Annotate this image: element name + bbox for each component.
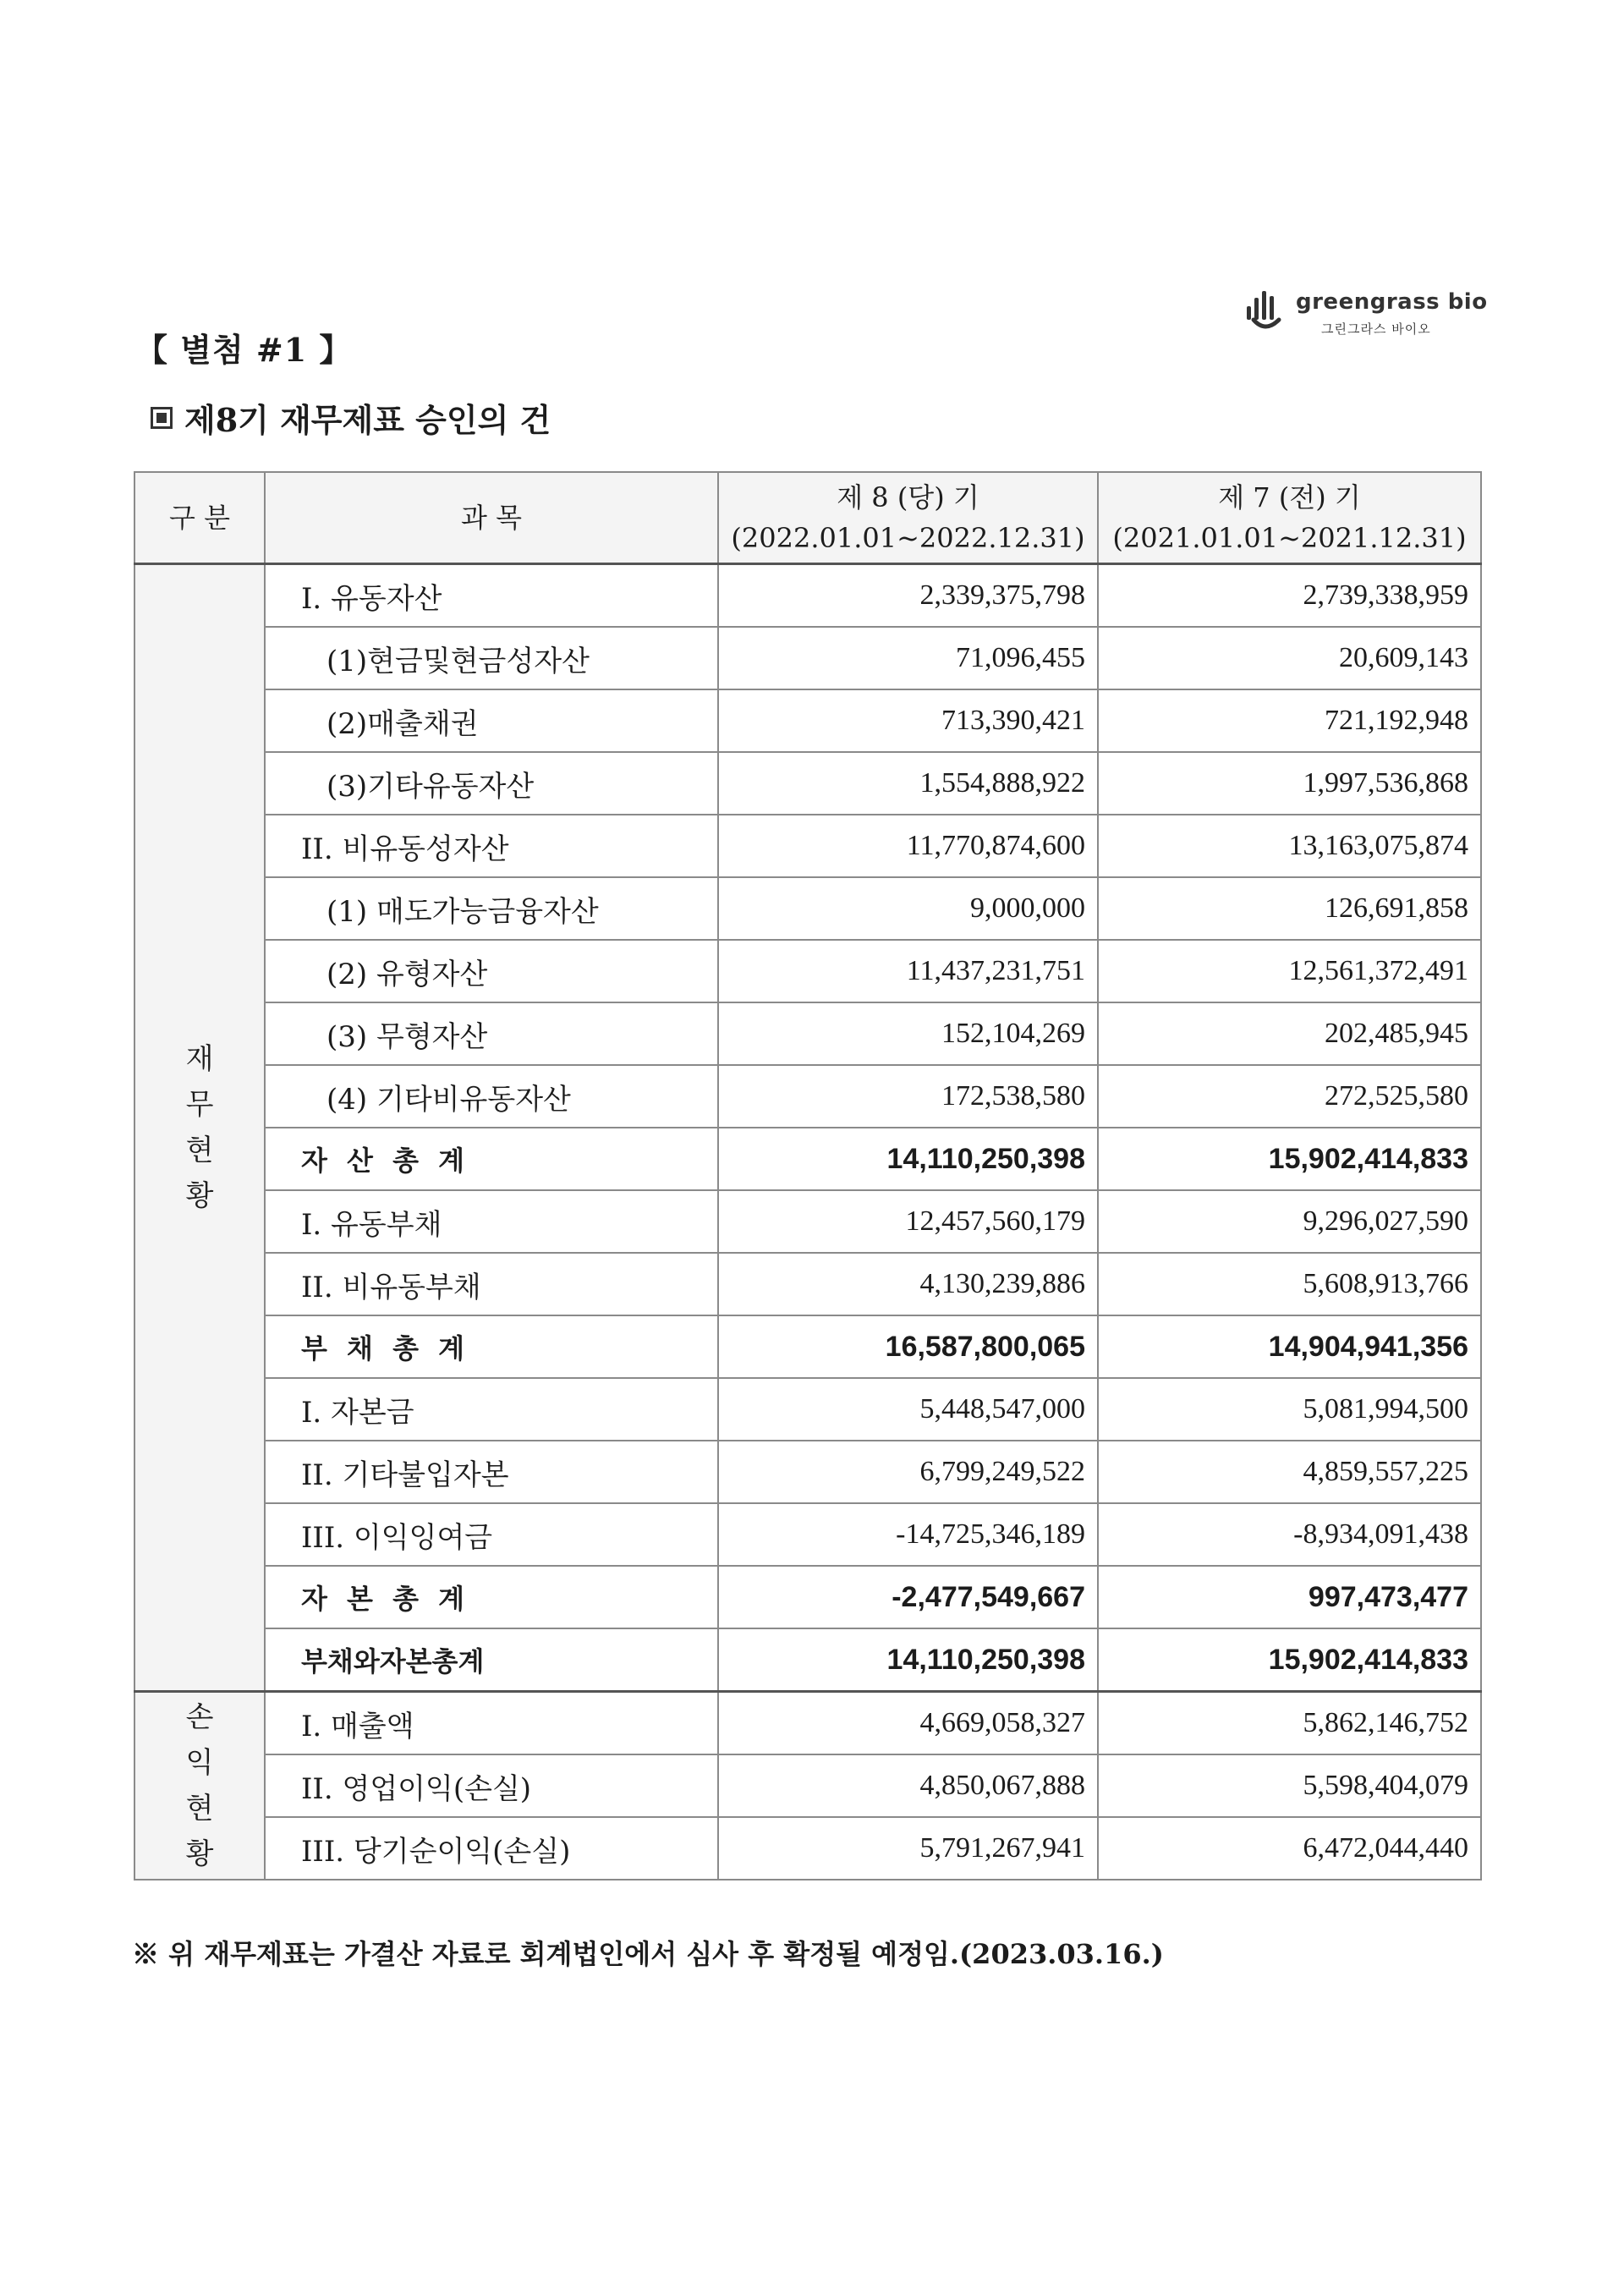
prior-value: 5,081,994,500 — [1098, 1378, 1481, 1441]
header-current-period — [718, 472, 1098, 564]
section-char: 황 — [185, 1837, 214, 1871]
current-value: -14,725,346,189 — [718, 1503, 1098, 1566]
total-row — [134, 1628, 1481, 1692]
total-row — [134, 1566, 1481, 1628]
table-row — [134, 1065, 1481, 1128]
prior-value: 5,608,913,766 — [1098, 1253, 1481, 1315]
prior-value: 6,472,044,440 — [1098, 1817, 1481, 1880]
section-char: 재 — [185, 1042, 214, 1076]
total-row — [134, 1128, 1481, 1190]
prior-value: 4,859,557,225 — [1098, 1441, 1481, 1503]
current-value: -2,477,549,667 — [718, 1566, 1098, 1628]
prior-value: 272,525,580 — [1098, 1065, 1481, 1128]
current-value: 1,554,888,922 — [718, 752, 1098, 815]
header-category: 구 분 — [134, 472, 265, 564]
table-row — [134, 564, 1481, 628]
current-value: 713,390,421 — [718, 689, 1098, 752]
table-row — [134, 1441, 1481, 1503]
prior-value: 1,997,536,868 — [1098, 752, 1481, 815]
header-account: 과 목 — [265, 472, 718, 564]
current-value: 6,799,249,522 — [718, 1441, 1098, 1503]
square-bullet-icon — [151, 407, 173, 429]
prior-value: 5,862,146,752 — [1098, 1692, 1481, 1755]
account-label: II. 비유동성자산 — [265, 815, 718, 877]
header-current-range: (2022.01.01~2022.12.31) — [731, 522, 1085, 554]
current-value: 172,538,580 — [718, 1065, 1098, 1128]
section-char: 현 — [185, 1792, 214, 1826]
attachment-label: 【 별첨 #1 】 — [135, 331, 353, 369]
prior-value: 14,904,941,356 — [1098, 1315, 1481, 1378]
logo-subtitle: 그린그라스 바이오 — [1321, 321, 1431, 337]
current-value: 11,437,231,751 — [718, 940, 1098, 1002]
account-label: 부채와자본총계 — [265, 1628, 718, 1692]
table-row — [134, 877, 1481, 940]
account-label: 부 채 총 계 — [265, 1315, 718, 1378]
prior-value: 126,691,858 — [1098, 877, 1481, 940]
current-value: 5,448,547,000 — [718, 1378, 1098, 1441]
table-row — [134, 1253, 1481, 1315]
current-value: 4,130,239,886 — [718, 1253, 1098, 1315]
section-title — [151, 394, 551, 441]
header-prior-range: (2021.01.01~2021.12.31) — [1112, 522, 1467, 554]
table-header-row — [134, 472, 1481, 564]
current-value: 16,587,800,065 — [718, 1315, 1098, 1378]
prior-value: 20,609,143 — [1098, 627, 1481, 689]
account-label: II. 영업이익(손실) — [265, 1754, 718, 1817]
current-value: 4,669,058,327 — [718, 1692, 1098, 1755]
section-char: 무 — [185, 1088, 214, 1122]
account-label: (3)기타유동자산 — [265, 752, 718, 815]
account-label: (1) 매도가능금융자산 — [265, 877, 718, 940]
account-label: I. 매출액 — [265, 1692, 718, 1755]
financial-statement-table — [134, 471, 1482, 1880]
current-value: 14,110,250,398 — [718, 1128, 1098, 1190]
account-label: I. 유동자산 — [265, 564, 718, 628]
prior-value: 997,473,477 — [1098, 1566, 1481, 1628]
prior-value: 9,296,027,590 — [1098, 1190, 1481, 1253]
table-row — [134, 1754, 1481, 1817]
table-row — [134, 1190, 1481, 1253]
section-char: 현 — [185, 1134, 214, 1167]
table-row — [134, 1817, 1481, 1880]
prior-value: 202,485,945 — [1098, 1002, 1481, 1065]
section-income-statement — [134, 1692, 265, 1880]
company-logo — [1245, 288, 1488, 347]
total-row — [134, 1315, 1481, 1378]
current-value: 14,110,250,398 — [718, 1628, 1098, 1692]
table-row — [134, 1378, 1481, 1441]
account-label: I. 자본금 — [265, 1378, 718, 1441]
current-value: 71,096,455 — [718, 627, 1098, 689]
prior-value: -8,934,091,438 — [1098, 1503, 1481, 1566]
section-char: 익 — [185, 1746, 214, 1780]
account-label: (4) 기타비유동자산 — [265, 1065, 718, 1128]
section-title-text: 제8기 재무제표 승인의 건 — [184, 401, 551, 439]
table-row — [134, 627, 1481, 689]
account-label: (2) 유형자산 — [265, 940, 718, 1002]
logo-wordmark: greengrass bio — [1296, 289, 1488, 315]
table-row — [134, 689, 1481, 752]
current-value: 11,770,874,600 — [718, 815, 1098, 877]
account-label: 자 본 총 계 — [265, 1566, 718, 1628]
account-label: II. 비유동부채 — [265, 1253, 718, 1315]
account-label: 자 산 총 계 — [265, 1128, 718, 1190]
account-label: I. 유동부채 — [265, 1190, 718, 1253]
prior-value: 12,561,372,491 — [1098, 940, 1481, 1002]
table-row — [134, 1002, 1481, 1065]
table-row — [134, 752, 1481, 815]
logo-mark-icon — [1245, 288, 1287, 335]
prior-value: 15,902,414,833 — [1098, 1628, 1481, 1692]
current-value: 12,457,560,179 — [718, 1190, 1098, 1253]
table-row — [134, 815, 1481, 877]
prior-value: 15,902,414,833 — [1098, 1128, 1481, 1190]
account-label: (3) 무형자산 — [265, 1002, 718, 1065]
header-prior-period — [1098, 472, 1481, 564]
header-prior-title: 제 7 (전) 기 — [1218, 481, 1361, 513]
table-row — [134, 1503, 1481, 1566]
current-value: 2,339,375,798 — [718, 564, 1098, 628]
footnote: ※ 위 재무제표는 가결산 자료로 회계법인에서 심사 후 확정될 예정임.(2023.03.16.) — [132, 1938, 1164, 1970]
account-label: (1)현금및현금성자산 — [265, 627, 718, 689]
prior-value: 13,163,075,874 — [1098, 815, 1481, 877]
header-current-title: 제 8 (당) 기 — [837, 481, 979, 513]
current-value: 5,791,267,941 — [718, 1817, 1098, 1880]
table-row — [134, 940, 1481, 1002]
table-row — [134, 1692, 1481, 1755]
account-label: II. 기타불입자본 — [265, 1441, 718, 1503]
prior-value: 721,192,948 — [1098, 689, 1481, 752]
account-label: III. 당기순이익(손실) — [265, 1817, 718, 1880]
current-value: 4,850,067,888 — [718, 1754, 1098, 1817]
section-char: 손 — [185, 1700, 214, 1734]
account-label: III. 이익잉여금 — [265, 1503, 718, 1566]
section-financial-position — [134, 564, 265, 1692]
current-value: 9,000,000 — [718, 877, 1098, 940]
account-label: (2)매출채권 — [265, 689, 718, 752]
section-char: 황 — [185, 1179, 214, 1213]
prior-value: 2,739,338,959 — [1098, 564, 1481, 628]
prior-value: 5,598,404,079 — [1098, 1754, 1481, 1817]
current-value: 152,104,269 — [718, 1002, 1098, 1065]
